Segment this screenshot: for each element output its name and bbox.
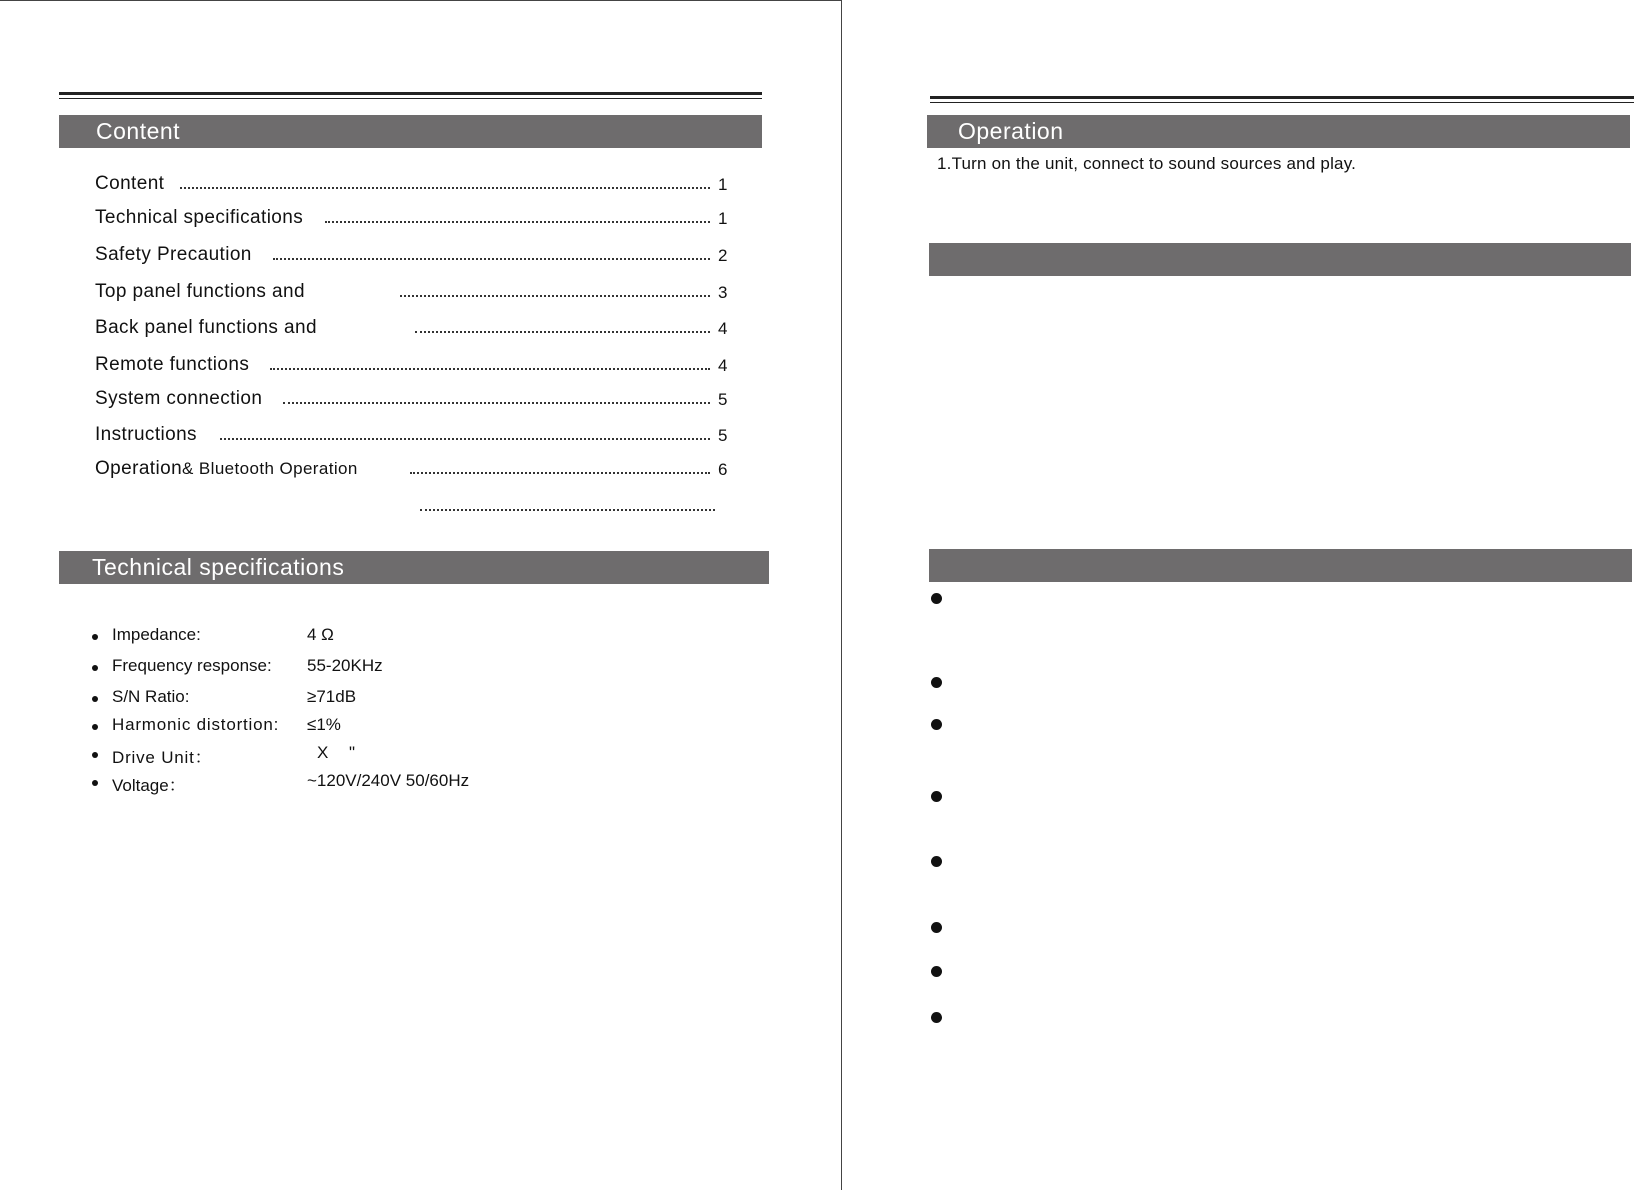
toc-item-page: 1	[718, 175, 728, 194]
operation-heading-bar	[927, 115, 1630, 148]
toc-item-label	[95, 458, 358, 480]
right-header-rule-thin	[930, 102, 1634, 103]
bullet-icon	[92, 634, 98, 640]
spec-label: Voltage：	[112, 776, 186, 795]
tech-specs-heading: Technical specifications	[92, 554, 345, 580]
toc-item	[95, 354, 735, 384]
operation-heading: Operation	[958, 118, 1064, 144]
spec-label: Drive Unit：	[112, 748, 213, 767]
empty-section-bar	[929, 243, 1631, 276]
toc-leader-dots	[180, 187, 710, 189]
toc-item-page: 2	[718, 246, 728, 265]
left-header-rule-thin	[59, 98, 762, 99]
spec-row	[92, 656, 512, 682]
empty-section-bar	[929, 549, 1632, 582]
spec-row	[92, 625, 512, 651]
toc-item-label-main: Operation	[95, 458, 183, 479]
spec-value: ≤1%	[307, 715, 341, 734]
bullet-icon	[931, 677, 942, 688]
spec-label: S/N Ratio:	[112, 687, 190, 706]
toc-item	[95, 424, 735, 454]
bullet-icon	[931, 1012, 942, 1023]
toc-item-page: 5	[718, 390, 728, 409]
toc-item-page: 6	[718, 460, 728, 479]
bullet-icon	[931, 593, 942, 604]
toc-item-page: 4	[718, 356, 728, 375]
toc-leader-dots	[270, 368, 710, 370]
toc-leader-dots	[220, 438, 710, 440]
toc-leader-dots	[415, 331, 710, 333]
bullet-icon	[931, 922, 942, 933]
content-heading: Content	[96, 118, 181, 144]
left-header-rule	[59, 92, 762, 95]
toc-leader-dots	[400, 295, 710, 297]
spec-row	[92, 715, 512, 741]
bullet-icon	[92, 696, 98, 702]
toc-item	[95, 317, 735, 347]
toc-item	[95, 388, 735, 418]
toc-leader-dots	[283, 402, 710, 404]
toc-leader-dots	[273, 258, 710, 260]
bullet-icon	[92, 752, 98, 758]
tech-specs-heading-bar	[59, 551, 769, 584]
spec-row	[92, 687, 512, 713]
toc-item-label: Content	[95, 173, 165, 194]
bullet-icon	[92, 780, 98, 786]
bullet-icon	[931, 856, 942, 867]
toc-item-label: Top panel functions and	[95, 281, 305, 302]
toc-item-page: 5	[718, 426, 728, 445]
spec-value: ≥71dB	[307, 687, 357, 706]
spec-row	[92, 743, 512, 769]
content-heading-bar	[59, 115, 762, 148]
toc-leader-dots	[410, 472, 710, 474]
bullet-icon	[92, 724, 98, 730]
bullet-icon	[92, 665, 98, 671]
spec-value: 4 Ω	[307, 625, 334, 644]
bullet-icon	[931, 966, 942, 977]
toc-item-label: Technical specifications	[95, 207, 304, 228]
toc-item-label: Instructions	[95, 424, 197, 445]
toc-item-page: 3	[718, 283, 728, 302]
spec-row	[92, 771, 512, 797]
bullet-icon	[931, 791, 942, 802]
toc-item	[95, 207, 735, 237]
toc-item	[95, 173, 735, 203]
toc-item-label: Safety Precaution	[95, 244, 252, 265]
toc-item	[95, 244, 735, 274]
toc-item	[95, 458, 735, 488]
toc-item-label: System connection	[95, 388, 263, 409]
toc-item-label: Remote functions	[95, 354, 250, 375]
toc-item-label-suffix: & Bluetooth Operation	[182, 459, 358, 478]
toc-item-page: 1	[718, 209, 728, 228]
toc-item	[95, 281, 735, 311]
bullet-icon	[931, 719, 942, 730]
spec-value: 55-20KHz	[307, 656, 383, 675]
right-header-rule	[930, 96, 1634, 99]
toc-item-label: Back panel functions and	[95, 317, 317, 338]
toc-leader-dots	[420, 509, 715, 511]
toc-item-page: 4	[718, 319, 728, 338]
toc-item-continuation	[95, 495, 735, 525]
operation-step-text: 1.Turn on the unit, connect to sound sources and play.	[937, 154, 1357, 173]
toc-leader-dots	[325, 221, 710, 223]
spec-value: X "	[317, 743, 364, 762]
spec-label: Harmonic distortion:	[112, 715, 280, 734]
spec-label: Frequency response:	[112, 656, 272, 675]
spec-value: ~120V/240V 50/60Hz	[307, 771, 470, 790]
spec-label: Impedance:	[112, 625, 201, 644]
